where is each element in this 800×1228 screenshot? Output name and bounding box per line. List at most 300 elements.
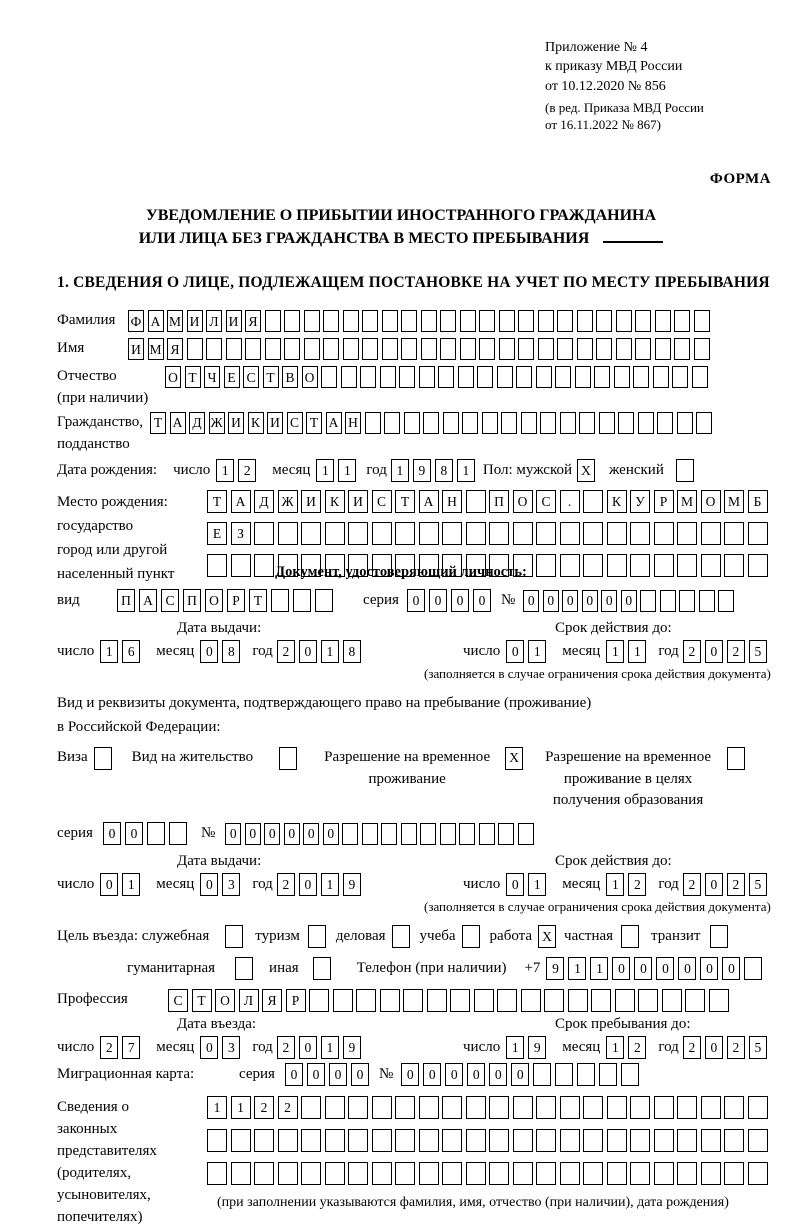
char-cell[interactable] bbox=[513, 1096, 533, 1119]
char-cell[interactable] bbox=[466, 1129, 486, 1152]
char-cell[interactable] bbox=[630, 1162, 650, 1185]
char-cell[interactable] bbox=[440, 823, 456, 845]
char-cell[interactable]: 9 bbox=[546, 957, 564, 980]
char-cell[interactable] bbox=[677, 1162, 697, 1185]
char-cell[interactable] bbox=[635, 310, 651, 332]
char-cell[interactable] bbox=[599, 1063, 617, 1086]
char-cell[interactable] bbox=[630, 1096, 650, 1119]
char-cell[interactable] bbox=[401, 823, 417, 845]
char-cell[interactable] bbox=[501, 412, 517, 434]
char-cell[interactable] bbox=[560, 1096, 580, 1119]
char-cell[interactable]: 2 bbox=[683, 873, 701, 896]
char-cell[interactable] bbox=[403, 989, 423, 1012]
char-cell[interactable] bbox=[207, 1162, 227, 1185]
char-cell[interactable] bbox=[421, 338, 437, 360]
char-cell[interactable]: 8 bbox=[222, 640, 240, 663]
char-cell[interactable]: С bbox=[536, 490, 556, 513]
char-cell[interactable]: 1 bbox=[568, 957, 586, 980]
char-cell[interactable]: Р bbox=[286, 989, 306, 1012]
char-cell[interactable]: О bbox=[302, 366, 318, 388]
char-cell[interactable] bbox=[466, 1162, 486, 1185]
char-cell[interactable] bbox=[254, 1129, 274, 1152]
char-cell[interactable] bbox=[489, 522, 509, 545]
char-cell[interactable] bbox=[231, 1129, 251, 1152]
char-cell[interactable] bbox=[440, 310, 456, 332]
char-cell[interactable] bbox=[365, 412, 381, 434]
char-cell[interactable] bbox=[419, 1096, 439, 1119]
char-cell[interactable]: Т bbox=[150, 412, 166, 434]
char-cell[interactable]: П bbox=[183, 589, 201, 612]
char-cell[interactable]: Е bbox=[224, 366, 240, 388]
char-cell[interactable] bbox=[479, 823, 495, 845]
char-cell[interactable] bbox=[342, 823, 358, 845]
char-cell[interactable] bbox=[596, 310, 612, 332]
char-cell[interactable] bbox=[343, 310, 359, 332]
char-cell[interactable] bbox=[466, 522, 486, 545]
char-cell[interactable]: У bbox=[630, 490, 650, 513]
purpose-work-checkbox[interactable]: X bbox=[538, 925, 556, 948]
char-cell[interactable] bbox=[304, 310, 320, 332]
purpose-official-checkbox[interactable] bbox=[225, 925, 243, 948]
char-cell[interactable] bbox=[679, 590, 695, 612]
char-cell[interactable] bbox=[440, 338, 456, 360]
char-cell[interactable]: 5 bbox=[749, 873, 767, 896]
char-cell[interactable]: 0 bbox=[299, 640, 317, 663]
char-cell[interactable]: 1 bbox=[321, 1036, 339, 1059]
char-cell[interactable] bbox=[315, 589, 333, 612]
char-cell[interactable] bbox=[395, 1162, 415, 1185]
char-cell[interactable] bbox=[536, 1162, 556, 1185]
char-cell[interactable] bbox=[401, 310, 417, 332]
char-cell[interactable] bbox=[724, 1129, 744, 1152]
char-cell[interactable] bbox=[419, 1129, 439, 1152]
char-cell[interactable] bbox=[672, 366, 688, 388]
char-cell[interactable] bbox=[538, 338, 554, 360]
char-cell[interactable]: А bbox=[139, 589, 157, 612]
char-cell[interactable]: 1 bbox=[316, 459, 334, 482]
char-cell[interactable]: 6 bbox=[122, 640, 140, 663]
char-cell[interactable] bbox=[245, 338, 261, 360]
char-cell[interactable] bbox=[395, 522, 415, 545]
char-cell[interactable]: 1 bbox=[231, 1096, 251, 1119]
char-cell[interactable] bbox=[630, 522, 650, 545]
char-cell[interactable]: 0 bbox=[401, 1063, 419, 1086]
char-cell[interactable] bbox=[421, 310, 437, 332]
char-cell[interactable] bbox=[284, 338, 300, 360]
char-cell[interactable] bbox=[533, 1063, 551, 1086]
char-cell[interactable] bbox=[579, 412, 595, 434]
char-cell[interactable] bbox=[278, 1129, 298, 1152]
char-cell[interactable] bbox=[724, 1162, 744, 1185]
char-cell[interactable]: Л bbox=[206, 310, 222, 332]
char-cell[interactable] bbox=[420, 823, 436, 845]
char-cell[interactable] bbox=[278, 522, 298, 545]
char-cell[interactable] bbox=[497, 989, 517, 1012]
char-cell[interactable]: 1 bbox=[321, 640, 339, 663]
char-cell[interactable] bbox=[674, 310, 690, 332]
char-cell[interactable]: И bbox=[128, 338, 144, 360]
char-cell[interactable] bbox=[568, 989, 588, 1012]
char-cell[interactable] bbox=[538, 310, 554, 332]
char-cell[interactable]: 0 bbox=[125, 822, 143, 845]
char-cell[interactable] bbox=[466, 1096, 486, 1119]
char-cell[interactable] bbox=[694, 338, 710, 360]
char-cell[interactable]: 0 bbox=[511, 1063, 529, 1086]
char-cell[interactable]: 0 bbox=[678, 957, 696, 980]
char-cell[interactable]: Ч bbox=[204, 366, 220, 388]
char-cell[interactable] bbox=[607, 554, 627, 577]
char-cell[interactable] bbox=[254, 554, 274, 577]
char-cell[interactable] bbox=[518, 338, 534, 360]
char-cell[interactable] bbox=[278, 1162, 298, 1185]
char-cell[interactable] bbox=[654, 1096, 674, 1119]
char-cell[interactable] bbox=[654, 554, 674, 577]
char-cell[interactable] bbox=[724, 1096, 744, 1119]
char-cell[interactable]: Н bbox=[442, 490, 462, 513]
char-cell[interactable] bbox=[321, 366, 337, 388]
char-cell[interactable]: Т bbox=[395, 490, 415, 513]
residence-permit-checkbox[interactable] bbox=[279, 747, 297, 770]
char-cell[interactable]: 0 bbox=[200, 873, 218, 896]
char-cell[interactable] bbox=[325, 1096, 345, 1119]
char-cell[interactable] bbox=[654, 1129, 674, 1152]
char-cell[interactable] bbox=[577, 338, 593, 360]
char-cell[interactable] bbox=[560, 412, 576, 434]
char-cell[interactable] bbox=[677, 522, 697, 545]
purpose-transit-checkbox[interactable] bbox=[710, 925, 728, 948]
char-cell[interactable] bbox=[677, 412, 693, 434]
char-cell[interactable]: 1 bbox=[506, 1036, 524, 1059]
char-cell[interactable] bbox=[381, 823, 397, 845]
char-cell[interactable] bbox=[583, 490, 603, 513]
char-cell[interactable] bbox=[583, 1129, 603, 1152]
char-cell[interactable]: 8 bbox=[343, 640, 361, 663]
char-cell[interactable] bbox=[560, 1162, 580, 1185]
char-cell[interactable]: П bbox=[117, 589, 135, 612]
char-cell[interactable] bbox=[594, 366, 610, 388]
char-cell[interactable] bbox=[513, 1162, 533, 1185]
char-cell[interactable]: 0 bbox=[562, 590, 578, 612]
char-cell[interactable]: 0 bbox=[299, 873, 317, 896]
char-cell[interactable] bbox=[419, 522, 439, 545]
char-cell[interactable] bbox=[207, 1129, 227, 1152]
char-cell[interactable] bbox=[536, 554, 556, 577]
char-cell[interactable]: 2 bbox=[254, 1096, 274, 1119]
purpose-other-checkbox[interactable] bbox=[313, 957, 331, 980]
char-cell[interactable]: А bbox=[170, 412, 186, 434]
char-cell[interactable] bbox=[309, 989, 329, 1012]
char-cell[interactable] bbox=[555, 366, 571, 388]
char-cell[interactable] bbox=[607, 1096, 627, 1119]
char-cell[interactable] bbox=[699, 590, 715, 612]
char-cell[interactable]: 7 bbox=[122, 1036, 140, 1059]
char-cell[interactable] bbox=[459, 823, 475, 845]
char-cell[interactable]: И bbox=[187, 310, 203, 332]
char-cell[interactable] bbox=[677, 1129, 697, 1152]
char-cell[interactable] bbox=[348, 1096, 368, 1119]
char-cell[interactable]: Т bbox=[207, 490, 227, 513]
char-cell[interactable] bbox=[169, 822, 187, 845]
char-cell[interactable] bbox=[654, 522, 674, 545]
char-cell[interactable] bbox=[458, 366, 474, 388]
char-cell[interactable] bbox=[380, 366, 396, 388]
char-cell[interactable]: 2 bbox=[277, 640, 295, 663]
char-cell[interactable] bbox=[489, 1129, 509, 1152]
char-cell[interactable]: С bbox=[161, 589, 179, 612]
char-cell[interactable] bbox=[343, 338, 359, 360]
char-cell[interactable]: 9 bbox=[343, 1036, 361, 1059]
char-cell[interactable]: 0 bbox=[264, 823, 280, 845]
char-cell[interactable] bbox=[630, 1129, 650, 1152]
char-cell[interactable] bbox=[596, 338, 612, 360]
char-cell[interactable] bbox=[748, 1162, 768, 1185]
char-cell[interactable] bbox=[304, 338, 320, 360]
char-cell[interactable]: М bbox=[148, 338, 164, 360]
char-cell[interactable]: И bbox=[226, 310, 242, 332]
char-cell[interactable] bbox=[701, 1096, 721, 1119]
char-cell[interactable] bbox=[395, 1096, 415, 1119]
char-cell[interactable]: О bbox=[215, 989, 235, 1012]
char-cell[interactable] bbox=[677, 554, 697, 577]
char-cell[interactable]: 9 bbox=[343, 873, 361, 896]
char-cell[interactable] bbox=[497, 366, 513, 388]
temp-permit-edu-checkbox[interactable] bbox=[727, 747, 745, 770]
char-cell[interactable]: 9 bbox=[413, 459, 431, 482]
char-cell[interactable] bbox=[540, 412, 556, 434]
char-cell[interactable] bbox=[614, 366, 630, 388]
char-cell[interactable]: И bbox=[228, 412, 244, 434]
char-cell[interactable]: И bbox=[348, 490, 368, 513]
char-cell[interactable] bbox=[701, 1162, 721, 1185]
char-cell[interactable] bbox=[460, 338, 476, 360]
char-cell[interactable] bbox=[341, 366, 357, 388]
char-cell[interactable] bbox=[655, 338, 671, 360]
char-cell[interactable]: 2 bbox=[683, 1036, 701, 1059]
char-cell[interactable]: 0 bbox=[323, 823, 339, 845]
char-cell[interactable]: 0 bbox=[700, 957, 718, 980]
char-cell[interactable] bbox=[384, 412, 400, 434]
char-cell[interactable]: 1 bbox=[338, 459, 356, 482]
char-cell[interactable] bbox=[479, 310, 495, 332]
char-cell[interactable]: 2 bbox=[683, 640, 701, 663]
char-cell[interactable] bbox=[362, 823, 378, 845]
char-cell[interactable]: А bbox=[419, 490, 439, 513]
char-cell[interactable] bbox=[323, 338, 339, 360]
char-cell[interactable]: О bbox=[513, 490, 533, 513]
char-cell[interactable]: И bbox=[301, 490, 321, 513]
char-cell[interactable] bbox=[607, 522, 627, 545]
char-cell[interactable]: И bbox=[267, 412, 283, 434]
sex-female-checkbox[interactable] bbox=[676, 459, 694, 482]
char-cell[interactable] bbox=[265, 338, 281, 360]
char-cell[interactable]: З bbox=[231, 522, 251, 545]
char-cell[interactable] bbox=[701, 522, 721, 545]
char-cell[interactable] bbox=[709, 989, 729, 1012]
char-cell[interactable] bbox=[301, 1162, 321, 1185]
char-cell[interactable]: 0 bbox=[423, 1063, 441, 1086]
char-cell[interactable] bbox=[513, 522, 533, 545]
char-cell[interactable]: 1 bbox=[391, 459, 409, 482]
char-cell[interactable] bbox=[372, 1162, 392, 1185]
char-cell[interactable] bbox=[206, 338, 222, 360]
char-cell[interactable] bbox=[372, 522, 392, 545]
char-cell[interactable] bbox=[360, 366, 376, 388]
char-cell[interactable]: А bbox=[231, 490, 251, 513]
purpose-private-checkbox[interactable] bbox=[621, 925, 639, 948]
char-cell[interactable] bbox=[460, 310, 476, 332]
char-cell[interactable]: 8 bbox=[435, 459, 453, 482]
char-cell[interactable]: М bbox=[677, 490, 697, 513]
char-cell[interactable] bbox=[724, 554, 744, 577]
char-cell[interactable] bbox=[382, 338, 398, 360]
char-cell[interactable]: 3 bbox=[222, 1036, 240, 1059]
char-cell[interactable]: С bbox=[287, 412, 303, 434]
char-cell[interactable]: 1 bbox=[606, 1036, 624, 1059]
char-cell[interactable]: 1 bbox=[528, 873, 546, 896]
char-cell[interactable] bbox=[577, 1063, 595, 1086]
char-cell[interactable] bbox=[372, 1096, 392, 1119]
char-cell[interactable] bbox=[438, 366, 454, 388]
char-cell[interactable] bbox=[692, 366, 708, 388]
char-cell[interactable]: Ж bbox=[278, 490, 298, 513]
char-cell[interactable]: 0 bbox=[621, 590, 637, 612]
char-cell[interactable] bbox=[325, 522, 345, 545]
char-cell[interactable] bbox=[254, 1162, 274, 1185]
char-cell[interactable]: О bbox=[205, 589, 223, 612]
char-cell[interactable] bbox=[226, 338, 242, 360]
char-cell[interactable]: 2 bbox=[277, 1036, 295, 1059]
char-cell[interactable] bbox=[479, 338, 495, 360]
char-cell[interactable] bbox=[748, 1096, 768, 1119]
char-cell[interactable] bbox=[575, 366, 591, 388]
char-cell[interactable] bbox=[348, 1162, 368, 1185]
char-cell[interactable] bbox=[474, 989, 494, 1012]
purpose-humanitarian-checkbox[interactable] bbox=[235, 957, 253, 980]
char-cell[interactable] bbox=[301, 522, 321, 545]
char-cell[interactable] bbox=[748, 1129, 768, 1152]
char-cell[interactable] bbox=[555, 1063, 573, 1086]
char-cell[interactable]: Ж bbox=[209, 412, 225, 434]
char-cell[interactable] bbox=[748, 522, 768, 545]
char-cell[interactable] bbox=[677, 1096, 697, 1119]
char-cell[interactable]: 0 bbox=[307, 1063, 325, 1086]
char-cell[interactable] bbox=[399, 366, 415, 388]
char-cell[interactable] bbox=[615, 989, 635, 1012]
char-cell[interactable]: 3 bbox=[222, 873, 240, 896]
char-cell[interactable] bbox=[348, 1129, 368, 1152]
char-cell[interactable] bbox=[635, 338, 651, 360]
char-cell[interactable]: С bbox=[168, 989, 188, 1012]
char-cell[interactable]: 0 bbox=[407, 589, 425, 612]
char-cell[interactable]: В bbox=[282, 366, 298, 388]
char-cell[interactable]: Б bbox=[748, 490, 768, 513]
char-cell[interactable] bbox=[462, 412, 478, 434]
char-cell[interactable] bbox=[599, 412, 615, 434]
char-cell[interactable] bbox=[655, 310, 671, 332]
char-cell[interactable] bbox=[372, 1129, 392, 1152]
char-cell[interactable]: 0 bbox=[299, 1036, 317, 1059]
char-cell[interactable] bbox=[718, 590, 734, 612]
char-cell[interactable]: 1 bbox=[590, 957, 608, 980]
char-cell[interactable] bbox=[744, 957, 762, 980]
char-cell[interactable] bbox=[442, 1096, 462, 1119]
char-cell[interactable] bbox=[630, 554, 650, 577]
char-cell[interactable] bbox=[748, 554, 768, 577]
char-cell[interactable]: 0 bbox=[656, 957, 674, 980]
char-cell[interactable] bbox=[560, 554, 580, 577]
char-cell[interactable] bbox=[638, 412, 654, 434]
char-cell[interactable]: 2 bbox=[628, 873, 646, 896]
char-cell[interactable]: 1 bbox=[321, 873, 339, 896]
char-cell[interactable] bbox=[724, 522, 744, 545]
char-cell[interactable] bbox=[516, 366, 532, 388]
char-cell[interactable]: М bbox=[724, 490, 744, 513]
char-cell[interactable] bbox=[442, 522, 462, 545]
temp-permit-checkbox[interactable]: X bbox=[505, 747, 523, 770]
char-cell[interactable] bbox=[271, 589, 289, 612]
char-cell[interactable]: К bbox=[325, 490, 345, 513]
char-cell[interactable]: 1 bbox=[528, 640, 546, 663]
char-cell[interactable] bbox=[466, 490, 486, 513]
char-cell[interactable]: 9 bbox=[528, 1036, 546, 1059]
char-cell[interactable] bbox=[498, 823, 514, 845]
char-cell[interactable]: О bbox=[165, 366, 181, 388]
char-cell[interactable]: А bbox=[326, 412, 342, 434]
char-cell[interactable]: 1 bbox=[457, 459, 475, 482]
char-cell[interactable] bbox=[380, 989, 400, 1012]
char-cell[interactable] bbox=[521, 989, 541, 1012]
char-cell[interactable] bbox=[419, 366, 435, 388]
char-cell[interactable]: 2 bbox=[100, 1036, 118, 1059]
purpose-tourism-checkbox[interactable] bbox=[308, 925, 326, 948]
char-cell[interactable] bbox=[536, 1096, 556, 1119]
char-cell[interactable]: 0 bbox=[601, 590, 617, 612]
char-cell[interactable] bbox=[536, 1129, 556, 1152]
char-cell[interactable] bbox=[657, 412, 673, 434]
char-cell[interactable]: К bbox=[607, 490, 627, 513]
char-cell[interactable]: 0 bbox=[506, 640, 524, 663]
char-cell[interactable]: 0 bbox=[506, 873, 524, 896]
char-cell[interactable]: М bbox=[167, 310, 183, 332]
char-cell[interactable] bbox=[362, 310, 378, 332]
char-cell[interactable]: 1 bbox=[100, 640, 118, 663]
char-cell[interactable]: 0 bbox=[523, 590, 539, 612]
char-cell[interactable]: 0 bbox=[543, 590, 559, 612]
char-cell[interactable]: 0 bbox=[467, 1063, 485, 1086]
char-cell[interactable]: Р bbox=[227, 589, 245, 612]
char-cell[interactable]: 2 bbox=[277, 873, 295, 896]
char-cell[interactable]: 2 bbox=[727, 873, 745, 896]
char-cell[interactable] bbox=[557, 338, 573, 360]
char-cell[interactable] bbox=[423, 412, 439, 434]
char-cell[interactable]: 1 bbox=[216, 459, 234, 482]
char-cell[interactable] bbox=[362, 338, 378, 360]
char-cell[interactable] bbox=[404, 412, 420, 434]
char-cell[interactable]: 1 bbox=[606, 873, 624, 896]
char-cell[interactable]: 0 bbox=[722, 957, 740, 980]
char-cell[interactable] bbox=[187, 338, 203, 360]
purpose-study-checkbox[interactable] bbox=[462, 925, 480, 948]
char-cell[interactable] bbox=[621, 1063, 639, 1086]
char-cell[interactable] bbox=[382, 310, 398, 332]
char-cell[interactable]: 0 bbox=[100, 873, 118, 896]
char-cell[interactable]: 2 bbox=[278, 1096, 298, 1119]
char-cell[interactable] bbox=[583, 554, 603, 577]
char-cell[interactable]: 0 bbox=[705, 1036, 723, 1059]
char-cell[interactable] bbox=[489, 1096, 509, 1119]
char-cell[interactable] bbox=[685, 989, 705, 1012]
char-cell[interactable]: . bbox=[560, 490, 580, 513]
